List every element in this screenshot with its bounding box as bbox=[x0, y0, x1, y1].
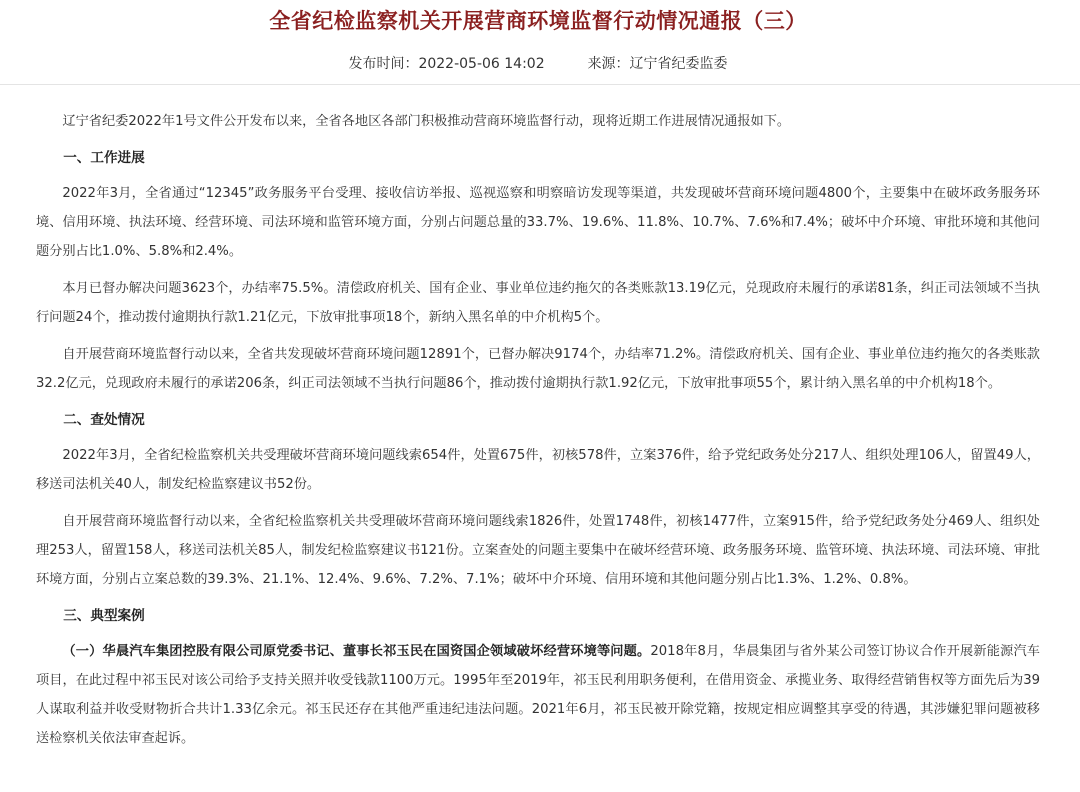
section-heading-investigation: 二、查处情况 bbox=[63, 412, 145, 428]
investigation-paragraph-2: 自开展营商环境监督行动以来，全省纪检监察机关共受理破坏营商环境问题线索1826件，处置1748件，初核1477件，立案915件，给予党纪政务处分469人、组织处理253人，留置158人，移送司法机关85人，制发纪检监察建议书121份。立案查处的问题主要集中在破坏经营环境、政务服务环境、监管环境、执法环境、司法环境、审批环境方面，分别占立案总数的39.3%、21.1%、12.4%、9.6%、7.2%、7.1%；破坏中介环境、信用环境和其他问题分别占比1.3%、1.2%、0.8%。 bbox=[36, 514, 1040, 587]
source: 辽宁省纪委监委 bbox=[629, 56, 728, 72]
publish-time-label: 发布时间： bbox=[348, 56, 419, 72]
section-heading-progress: 一、工作进展 bbox=[63, 150, 145, 166]
title-divider bbox=[0, 84, 1080, 85]
intro-paragraph: 辽宁省纪委2022年1号文件公开发布以来，全省各地区各部门积极推动营商环境监督行动，现将近期工作进展情况通报如下。 bbox=[62, 114, 791, 129]
case-lead: （一）华晨汽车集团控股有限公司原党委书记、董事长祁玉民在国资国企领域破坏经营环境等问题。 bbox=[62, 644, 651, 659]
case-body: 2018年8月，华晨集团与省外某公司签订协议合作开展新能源汽车项目，在此过程中祁玉民对该公司给予支持关照并收受钱款1100万元。1995年至2019年，祁玉民利用职务便利，在借用资金、承揽业务、取得经营销售权等方面先后为39人谋取利益并收受财物折合共计1.33亿余元。祁玉民还存在其他严重违纪违法问题。2021年6月，祁玉民被开除党籍，按规定相应调整其享受的待遇，其涉嫌犯罪问题被移送检察机关依法审查起诉。 bbox=[36, 644, 1040, 746]
investigation-paragraph-1: 2022年3月，全省纪检监察机关共受理破坏营商环境问题线索654件，处置675件，初核578件，立案376件，给予党纪政务处分217人、组织处理106人，留置49人，移送司法机关40人，制发纪检监察建议书52份。 bbox=[36, 448, 1040, 492]
section-heading-cases: 三、典型案例 bbox=[63, 608, 145, 624]
source-label: 来源： bbox=[587, 56, 630, 72]
article-content bbox=[36, 93, 1040, 753]
article-meta bbox=[36, 54, 1040, 74]
case-paragraph-1 bbox=[36, 637, 1040, 753]
progress-paragraph-2: 本月已督办解决问题3623个，办结率75.5%。清偿政府机关、国有企业、事业单位违约拖欠的各类账款13.19亿元，兑现政府未履行的承诺81条，纠正司法领域不当执行问题24个，推动拨付逾期执行款1.21亿元，下放审批事项18个，新纳入黑名单的中介机构5个。 bbox=[36, 281, 1040, 325]
progress-paragraph-3: 自开展营商环境监督行动以来，全省共发现破坏营商环境问题12891个，已督办解决9174个，办结率71.2%。清偿政府机关、国有企业、事业单位违约拖欠的各类账款32.2亿元，兑现政府未履行的承诺206条，纠正司法领域不当执行问题86个，推动拨付逾期执行款1.92亿元，下放审批事项55个，累计纳入黑名单的中介机构18个。 bbox=[36, 347, 1040, 391]
publish-time: 2022-05-06 14:02 bbox=[418, 56, 545, 72]
progress-paragraph-1: 2022年3月，全省通过“12345”政务服务平台受理、接收信访举报、巡视巡察和明察暗访发现等渠道，共发现破坏营商环境问题4800个，主要集中在破坏政务服务环境、信用环境、执法环境、经营环境、司法环境和监管环境方面，分别占问题总量的33.7%、19.6%、11.8%、10.7%、7.6%和7.4%；破坏中介环境、审批环境和其他问题分别占比1.0%、5.8%和2.4%。 bbox=[36, 186, 1040, 259]
article-title: 全省纪检监察机关开展营商环境监督行动情况通报（三） bbox=[269, 8, 807, 33]
